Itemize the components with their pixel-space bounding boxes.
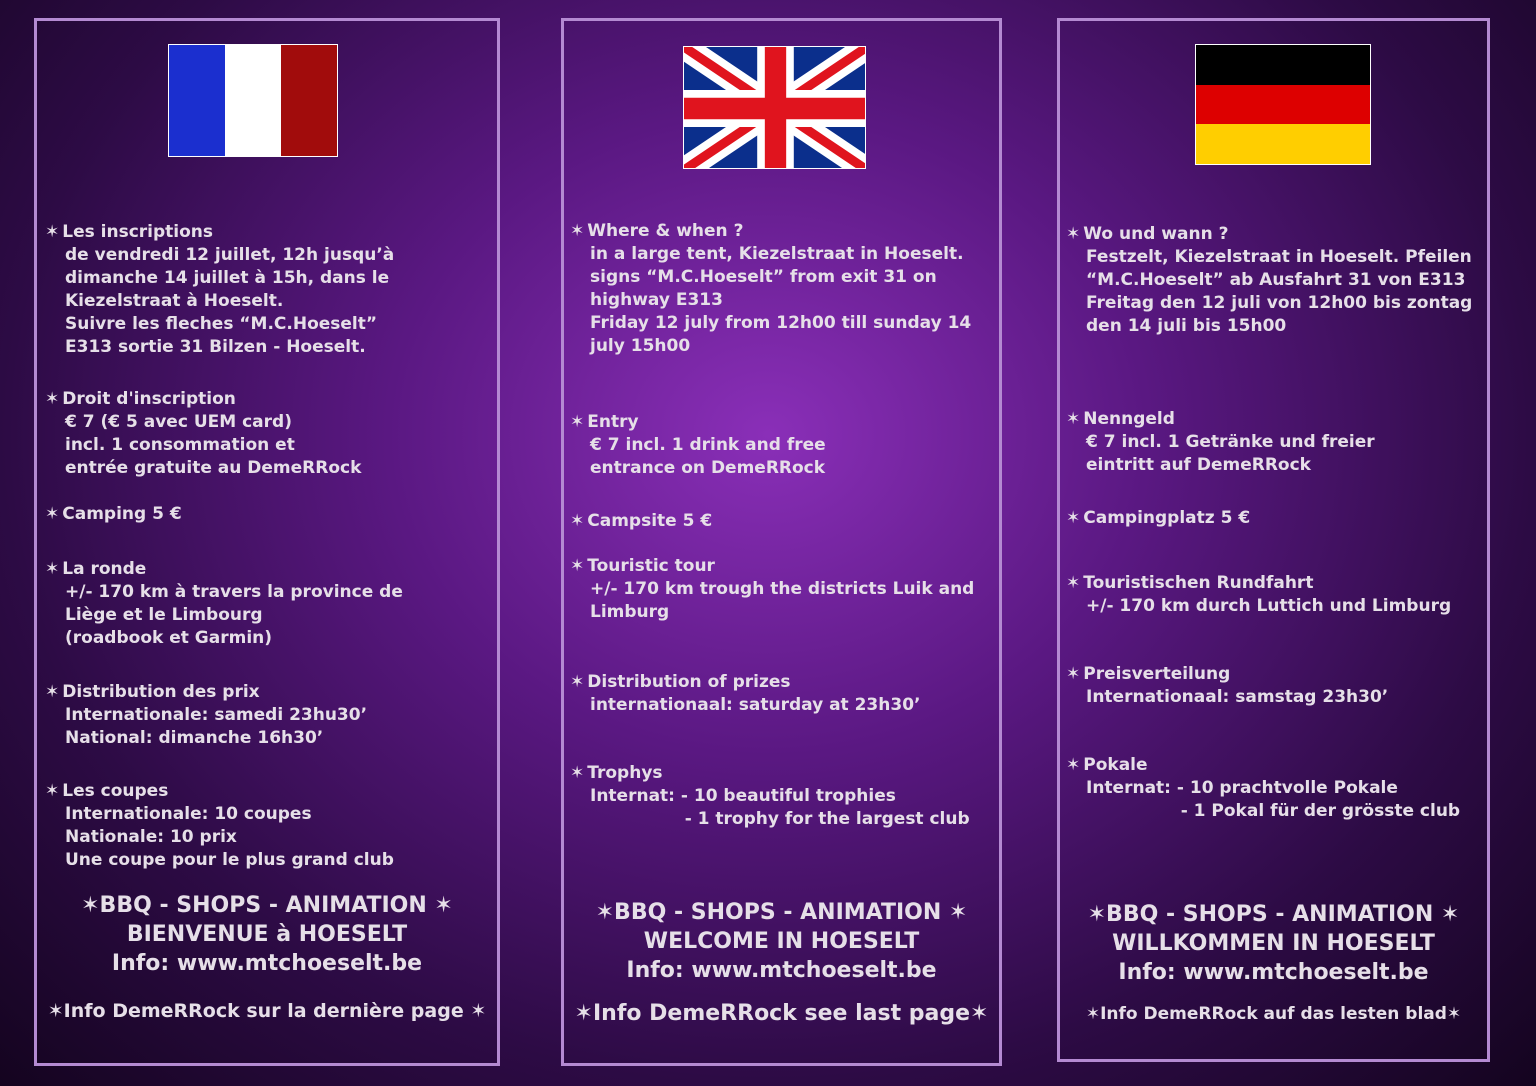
en-footer: ✶BBQ - SHOPS - ANIMATION ✶ WELCOME IN HOESELT Info: www.mtchoeselt.be ✶Info DemeRRock see last page✶ (574, 900, 989, 1026)
en-section-tour: ✶ Touristic tour +/- 170 km trough the districts Luik and Limburg (590, 555, 974, 624)
fr-section-camping: ✶ Camping 5 € (65, 503, 182, 526)
french-panel (34, 18, 500, 1066)
de-section-nenngeld: ✶ Nenngeld € 7 incl. 1 Getränke und freier eintritt auf DemeRRock (1086, 408, 1375, 477)
fr-section-prix: ✶ Distribution des prix Internationale: samedi 23hu30’ National: dimanche 16h30’ (65, 681, 367, 750)
fr-section-inscriptions: ✶ Les inscriptions de vendredi 12 juillet, 12h jusqu’à dimanche 14 juillet à 15h, dans le Kiezelstraat à Hoeselt. Suivre les fleches “M.C.Hoeselt” E313 sortie 31 Bilzen - Hoeselt. (65, 221, 394, 359)
de-section-pokale: ✶ Pokale Internat: - 10 prachtvolle Pokale - 1 Pokal für der grösste club (1086, 754, 1460, 823)
united-kingdom-flag-icon (683, 46, 866, 169)
france-flag-icon (168, 44, 338, 157)
de-section-rundfahrt: ✶ Touristischen Rundfahrt +/- 170 km durch Luttich und Limburg (1086, 572, 1451, 618)
germany-flag-icon (1195, 44, 1371, 165)
fr-section-coupes: ✶ Les coupes Internationale: 10 coupes Nationale: 10 prix Une coupe pour le plus grand club (65, 780, 394, 872)
german-panel (1057, 18, 1490, 1062)
en-section-trophys: ✶ Trophys Internat: - 10 beautiful trophies - 1 trophy for the largest club (590, 762, 970, 831)
fr-footer: ✶BBQ - SHOPS - ANIMATION ✶ BIENVENUE à HOESELT Info: www.mtchoeselt.be ✶Info DemeRRock sur la dernière page ✶ (47, 893, 487, 1022)
en-section-where: ✶ Where & when ? in a large tent, Kiezelstraat in Hoeselt. signs “M.C.Hoeselt” from exit 31 on highway E313 Friday 12 july from 12h00 till sunday 14 july 15h00 (590, 220, 971, 358)
de-section-wo: ✶ Wo und wann ? Festzelt, Kiezelstraat in Hoeselt. Pfeilen “M.C.Hoeselt” ab Ausfahrt 31 von E313 Freitag den 12 juli von 12h00 bis zontag den 14 juli bis 15h00 (1086, 223, 1472, 338)
en-section-campsite: ✶ Campsite 5 € (590, 510, 712, 533)
de-section-camping: ✶ Campingplatz 5 € (1086, 507, 1250, 530)
fr-section-droit: ✶ Droit d'inscription € 7 (€ 5 avec UEM card) incl. 1 consommation et entrée gratuite au DemeRRock (65, 388, 361, 480)
en-section-prizes: ✶ Distribution of prizes internationaal: saturday at 23h30’ (590, 671, 920, 717)
fr-section-ronde: ✶ La ronde +/- 170 km à travers la province de Liège et le Limbourg (roadbook et Garmin) (65, 558, 403, 650)
de-section-preis: ✶ Preisverteilung Internationaal: samstag 23h30’ (1086, 663, 1388, 709)
en-section-entry: ✶ Entry € 7 incl. 1 drink and free entrance on DemeRRock (590, 411, 826, 480)
de-footer: ✶BBQ - SHOPS - ANIMATION ✶ WILLKOMMEN IN HOESELT Info: www.mtchoeselt.be ✶Info DemeRRock auf das lesten blad✶ (1085, 902, 1462, 1024)
english-panel (561, 18, 1002, 1066)
